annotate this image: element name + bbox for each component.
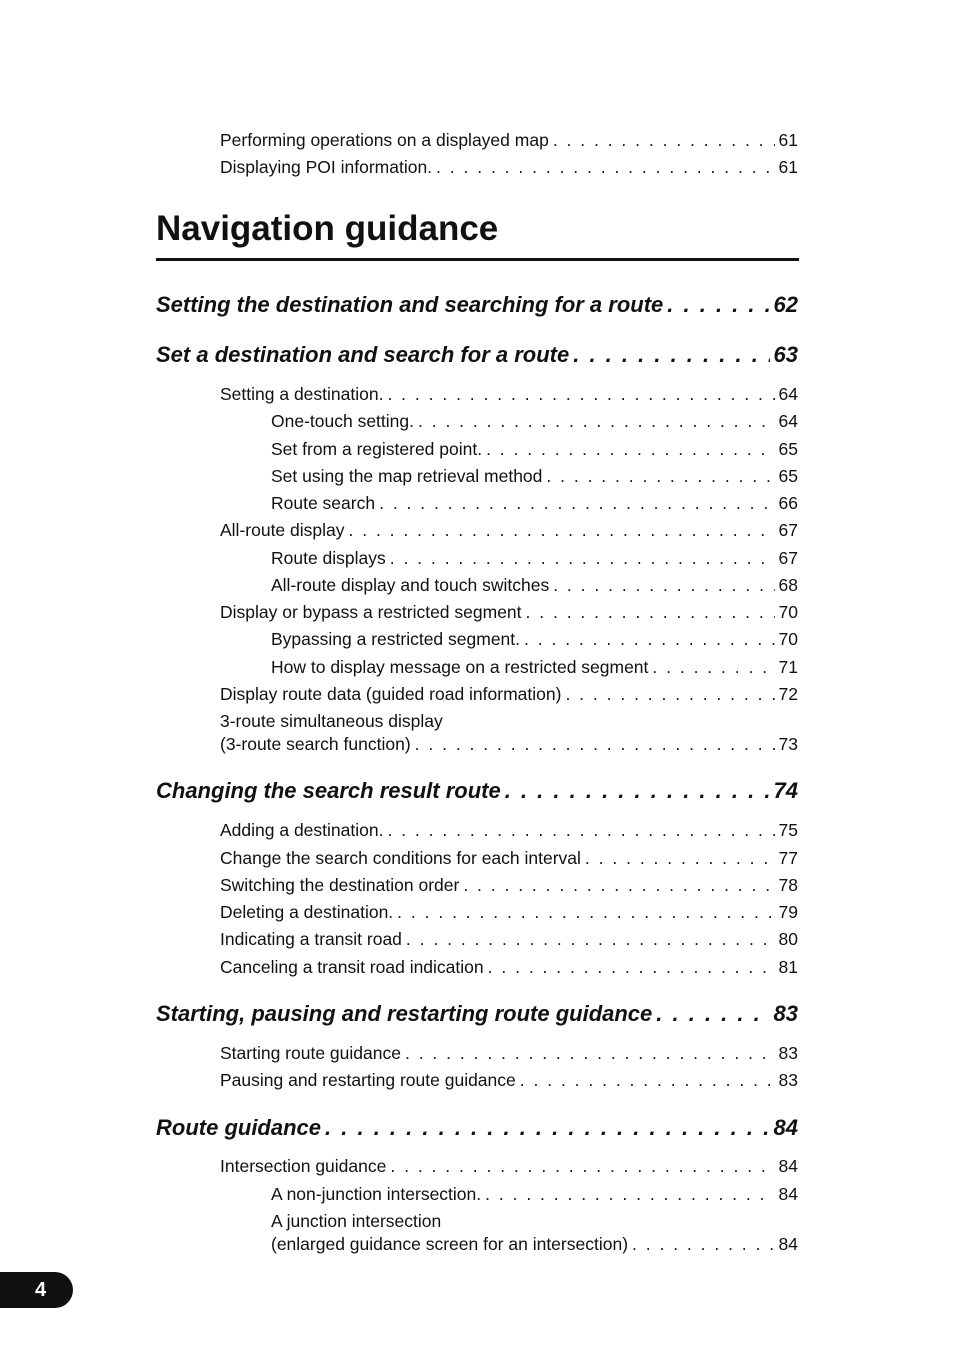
leader-dots <box>585 847 775 869</box>
leader-dots <box>667 291 769 319</box>
toc-entry[interactable] <box>220 519 798 541</box>
leader-dots <box>565 683 774 705</box>
toc-entry-text: Route search <box>271 493 376 513</box>
leader-dots <box>546 465 774 487</box>
toc-subentry[interactable] <box>271 492 798 514</box>
leader-dots <box>553 574 774 596</box>
chapter-rule <box>156 258 799 261</box>
leader-dots <box>325 1114 770 1142</box>
toc-section-title: Changing the search result route <box>156 778 501 803</box>
leader-dots <box>387 819 774 841</box>
toc-entry-page: 83 <box>778 1043 798 1063</box>
leader-dots <box>390 547 775 569</box>
toc-entry-page: 72 <box>778 684 798 704</box>
toc-entry[interactable] <box>220 1042 798 1064</box>
toc-subentry[interactable] <box>271 438 798 460</box>
toc-entry-text: (3-route search function) <box>220 734 411 754</box>
leader-dots <box>379 492 774 514</box>
toc-entry-text: How to display message on a restricted segment <box>271 657 649 677</box>
leader-dots <box>397 901 774 923</box>
toc-entry-page: 67 <box>778 548 798 568</box>
leader-dots <box>505 777 770 805</box>
toc-subentry[interactable] <box>271 574 798 596</box>
toc-entry-text: Setting a destination. <box>220 384 384 404</box>
toc-section[interactable] <box>156 1000 798 1028</box>
toc-section-page: 63 <box>773 342 798 367</box>
leader-dots <box>485 1183 774 1205</box>
leader-dots <box>463 874 774 896</box>
toc-entry-text: Display or bypass a restricted segment <box>220 602 522 622</box>
toc-entry-text: All-route display <box>220 520 345 540</box>
toc-entry-page: 77 <box>778 848 798 868</box>
toc-subentry[interactable] <box>271 1233 798 1255</box>
leader-dots <box>406 928 775 950</box>
toc-entry-text: One-touch setting. <box>271 411 414 431</box>
toc-entry-page: 64 <box>778 411 798 431</box>
leader-dots <box>526 601 775 623</box>
toc-subentry[interactable] <box>271 465 798 487</box>
leader-dots <box>405 1042 775 1064</box>
page-number-tab: 4 <box>0 1272 73 1308</box>
toc-entry-text: Starting route guidance <box>220 1043 401 1063</box>
toc-entry[interactable] <box>220 847 798 869</box>
chapter-title: Navigation guidance <box>156 209 499 248</box>
toc-entry-text: Switching the destination order <box>220 875 460 895</box>
leader-dots <box>632 1233 775 1255</box>
toc-section-title: Route guidance <box>156 1115 322 1140</box>
toc-entry-page: 80 <box>778 929 798 949</box>
leader-dots <box>553 129 775 151</box>
toc-entry[interactable] <box>220 956 798 978</box>
toc-entry-text: Indicating a transit road <box>220 929 402 949</box>
toc-entry-page: 78 <box>778 875 798 895</box>
toc-entry-text: Display route data (guided road information) <box>220 684 562 704</box>
toc-entry[interactable] <box>220 928 798 950</box>
toc-section-page: 62 <box>773 292 798 317</box>
toc-entry-page: 83 <box>778 1070 798 1090</box>
toc-section[interactable] <box>156 341 798 369</box>
toc-entry-page: 81 <box>778 957 798 977</box>
toc-entry-page: 61 <box>778 157 798 177</box>
toc-entry-page: 84 <box>778 1184 798 1204</box>
leader-dots <box>418 410 775 432</box>
leader-dots <box>387 383 774 405</box>
leader-dots <box>415 733 775 755</box>
toc-entry-page: 73 <box>778 734 798 754</box>
leader-dots <box>573 341 769 369</box>
toc-entry[interactable] <box>220 874 798 896</box>
leader-dots <box>390 1155 774 1177</box>
toc-entry-page: 84 <box>778 1234 798 1254</box>
toc-subentry[interactable] <box>271 547 798 569</box>
leader-dots <box>520 1069 775 1091</box>
toc-entry-page: 75 <box>778 820 798 840</box>
toc-entry-page: 70 <box>778 629 798 649</box>
toc-section-title: Starting, pausing and restarting route guidance <box>156 1001 653 1026</box>
toc-entry-page: 79 <box>778 902 798 922</box>
toc-entry-text: Route displays <box>271 548 386 568</box>
toc-entry-text: Set using the map retrieval method <box>271 466 543 486</box>
toc-entry-text: Canceling a transit road indication <box>220 957 484 977</box>
toc-entry-text: Pausing and restarting route guidance <box>220 1070 516 1090</box>
toc-section[interactable] <box>156 777 798 805</box>
toc-entry[interactable] <box>220 1069 798 1091</box>
toc-section-page: 83 <box>773 1001 798 1026</box>
toc-entry-first-line[interactable]: 3-route simultaneous display <box>220 711 443 731</box>
toc-entry[interactable] <box>220 601 798 623</box>
toc-entry-text: Deleting a destination. <box>220 902 394 922</box>
toc-section[interactable] <box>156 291 798 319</box>
toc-entry-text: Set from a registered point. <box>271 439 483 459</box>
leader-dots <box>652 656 774 678</box>
toc-entry-page: 65 <box>778 439 798 459</box>
toc-entry[interactable] <box>220 901 798 923</box>
toc-section-title: Setting the destination and searching for a route <box>156 292 664 317</box>
leader-dots <box>486 438 774 460</box>
toc-entry-text: Adding a destination. <box>220 820 384 840</box>
toc-entry-text: A non-junction intersection. <box>271 1184 482 1204</box>
leader-dots <box>524 628 775 650</box>
leader-dots <box>488 956 775 978</box>
toc-entry[interactable] <box>220 129 798 151</box>
toc-entry-text: All-route display and touch switches <box>271 575 550 595</box>
toc-entry-page: 61 <box>778 130 798 150</box>
toc-entry[interactable] <box>220 1155 798 1177</box>
toc-entry-text: Displaying POI information. <box>220 157 433 177</box>
toc-entry-text: Change the search conditions for each interval <box>220 848 581 868</box>
toc-entry-page: 65 <box>778 466 798 486</box>
toc-entry-text: (enlarged guidance screen for an intersection) <box>271 1234 629 1254</box>
toc-entry-page: 68 <box>778 575 798 595</box>
toc-entry[interactable] <box>220 383 798 405</box>
toc-entry[interactable] <box>220 819 798 841</box>
leader-dots <box>656 1000 769 1028</box>
toc-entry-page: 64 <box>778 384 798 404</box>
toc-section-page: 74 <box>773 778 798 803</box>
toc-entry-page: 71 <box>778 657 798 677</box>
toc-subentry[interactable] <box>271 410 798 432</box>
toc-subentry[interactable] <box>271 628 798 650</box>
toc-entry-text: Intersection guidance <box>220 1156 387 1176</box>
toc-entry-page: 84 <box>778 1156 798 1176</box>
toc-entry-text: Performing operations on a displayed map <box>220 130 549 150</box>
toc-entry[interactable] <box>220 733 798 755</box>
toc-entry-page: 67 <box>778 520 798 540</box>
toc-subentry-first-line[interactable]: A junction intersection <box>271 1211 442 1231</box>
toc-section[interactable] <box>156 1114 798 1142</box>
leader-dots <box>436 156 774 178</box>
toc-entry[interactable] <box>220 156 798 178</box>
leader-dots <box>349 519 775 541</box>
toc-section-title: Set a destination and search for a route <box>156 342 570 367</box>
toc-entry-text: Bypassing a restricted segment. <box>271 629 521 649</box>
toc-section-page: 84 <box>773 1115 798 1140</box>
toc-subentry[interactable] <box>271 656 798 678</box>
toc-entry[interactable] <box>220 683 798 705</box>
toc-entry-page: 70 <box>778 602 798 622</box>
toc-subentry[interactable] <box>271 1183 798 1205</box>
toc-entry-page: 66 <box>778 493 798 513</box>
